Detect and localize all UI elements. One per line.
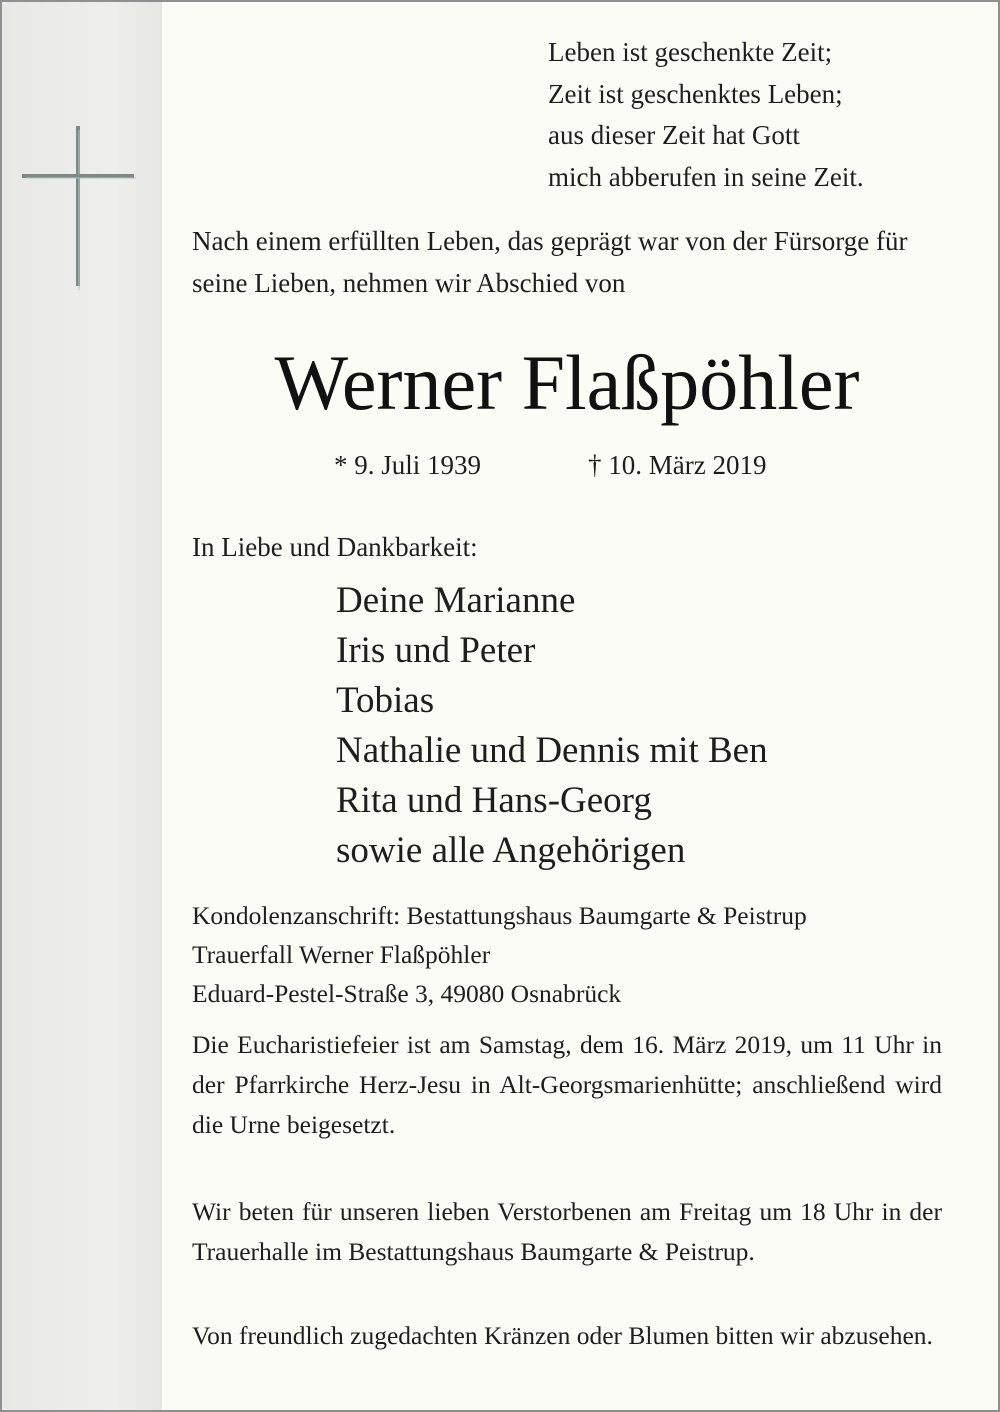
deceased-name: Werner Flaßpöhler xyxy=(274,339,860,426)
mourner: Nathalie und Dennis mit Ben xyxy=(336,730,768,771)
mourner: Deine Marianne xyxy=(336,580,576,621)
address-line: Kondolenzanschrift: Bestattungshaus Baumgarte & Peistrup xyxy=(192,901,807,930)
condolence-address xyxy=(192,896,807,1013)
cross-icon xyxy=(20,122,140,302)
mourner: Iris und Peter xyxy=(336,630,536,671)
greeting: In Liebe und Dankbarkeit: xyxy=(192,532,478,562)
verse-line: aus dieser Zeit hat Gott xyxy=(548,120,800,150)
mourner: Tobias xyxy=(336,680,435,721)
mourner: sowie alle Angehörigen xyxy=(336,830,686,871)
address-line: Trauerfall Werner Flaßpöhler xyxy=(192,940,491,969)
birth-date: * 9. Juli 1939 xyxy=(334,450,482,480)
sidebar-strip xyxy=(2,2,162,1410)
prayer-info: Wir beten für unseren lieben Verstorbenen am Freitag um 18 Uhr in der Trauerhalle im Bestattungshaus Baumgarte & Peistrup. xyxy=(192,1197,942,1266)
flowers-note: Von freundlich zugedachten Kränzen oder Blumen bitten wir abzusehen. xyxy=(192,1321,933,1350)
verse-line: Leben ist geschenkte Zeit; xyxy=(548,37,833,67)
death-date: † 10. März 2019 xyxy=(588,450,767,480)
service-info: Die Eucharistiefeier ist am Samstag, dem 16. März 2019, um 11 Uhr in der Pfarrkirche Herz-Jesu in Alt-Georgsmarienhütte; anschließend wird die Urne beigesetzt. xyxy=(192,1030,942,1139)
mourners-list xyxy=(336,576,768,876)
address-line: Eduard-Pestel-Straße 3, 49080 Osnabrück xyxy=(192,979,622,1008)
verse-line: mich abberufen in seine Zeit. xyxy=(548,161,864,192)
intro-text: Nach einem erfüllten Leben, das geprägt war von der Fürsorge für seine Lieben, nehmen wir Abschied von xyxy=(192,226,908,298)
verse xyxy=(548,32,864,198)
verse-line: Zeit ist geschenktes Leben; xyxy=(548,78,843,109)
mourner: Rita und Hans-Georg xyxy=(336,780,652,821)
